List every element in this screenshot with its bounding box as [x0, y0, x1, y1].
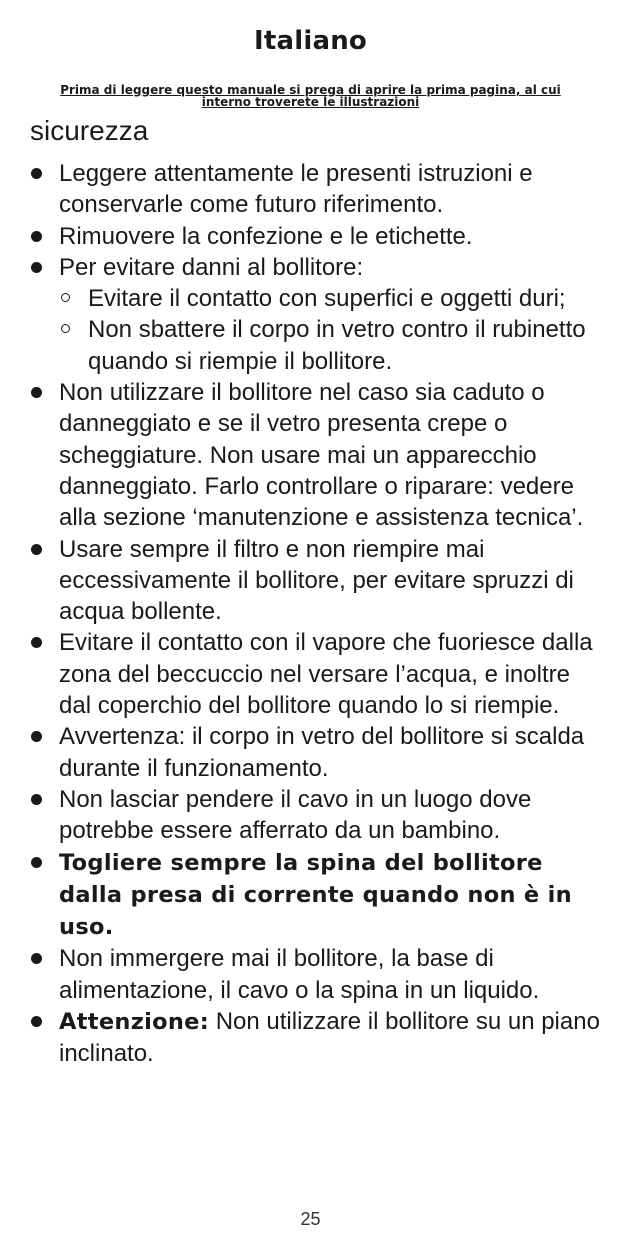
- bullet-icon: [31, 387, 42, 398]
- list-item-bold: [0, 847, 621, 944]
- bullet-icon: [31, 637, 42, 648]
- list-item-text: Usare sempre il filtro e non riempire mai eccessivamente il bollitore, per evitare spruzzi di acqua bollente.: [59, 535, 574, 626]
- section-heading: sicurezza: [30, 115, 149, 146]
- list-item: [0, 1006, 621, 1070]
- page-title: Italiano: [254, 26, 367, 56]
- bullet-icon: [31, 794, 42, 805]
- bullet-icon: [31, 262, 42, 273]
- list-item: [0, 784, 621, 847]
- list-item: [0, 943, 621, 1006]
- hollow-bullet-icon: [61, 324, 70, 333]
- sub-list: [59, 283, 601, 377]
- bullet-icon: [31, 857, 42, 868]
- sub-list-item: [59, 314, 601, 377]
- warning-label: Attenzione:: [59, 1009, 210, 1036]
- hollow-bullet-icon: [61, 293, 70, 302]
- list-item: [0, 221, 621, 252]
- manual-note: Prima di leggere questo manuale si prega di aprire la prima pagina, al cui interno troverete le illustrazioni: [60, 83, 561, 109]
- bullet-icon: [31, 1016, 42, 1027]
- list-item: [0, 627, 621, 721]
- list-item: [0, 721, 621, 784]
- safety-list: [0, 158, 621, 1070]
- list-item-text: Per evitare danni al bollitore:: [59, 253, 364, 281]
- list-item-text: Evitare il contatto con il vapore che fuoriesce dalla zona del beccuccio nel versare l’acqua, e inoltre dal coperchio del bollitore quando lo si riempie.: [59, 629, 593, 720]
- list-item: [0, 377, 621, 533]
- list-item: [0, 534, 621, 628]
- list-item-text: Non immergere mai il bollitore, la base di alimentazione, il cavo o la spina in un liquido.: [59, 945, 540, 1004]
- list-item: [0, 158, 621, 221]
- list-item-text-bold: Togliere sempre la spina del bollitore dalla presa di corrente quando non è in uso.: [59, 849, 572, 941]
- sub-list-item-text: Evitare il contatto con superfici e oggetti duri;: [88, 285, 566, 313]
- list-item: [0, 252, 621, 377]
- page-number: 25: [300, 1209, 321, 1229]
- list-item-text: Non lasciar pendere il cavo in un luogo dove potrebbe essere afferrato da un bambino.: [59, 785, 532, 845]
- list-item-text: Rimuovere la confezione e le etichette.: [59, 222, 473, 250]
- list-item-text: Non utilizzare il bollitore su un piano inclinato.: [59, 1008, 600, 1068]
- sub-list-item-text: Non sbattere il corpo in vetro contro il rubinetto quando si riempie il bollitore.: [88, 316, 586, 375]
- bullet-icon: [31, 544, 42, 555]
- list-item-text: Leggere attentamente le presenti istruzioni e conservarle come futuro riferimento.: [59, 160, 533, 219]
- sub-list-item: [59, 283, 601, 314]
- bullet-icon: [31, 231, 42, 242]
- bullet-icon: [31, 953, 42, 964]
- list-item-text: Non utilizzare il bollitore nel caso sia caduto o danneggiato e se il vetro presenta crepe o scheggiature. Non usare mai un apparecchio danneggiato. Farlo controllare o riparare: vedere alla sezione ‘manutenzione e assistenza tecnica’.: [59, 379, 584, 532]
- bullet-icon: [31, 168, 42, 179]
- bullet-icon: [31, 731, 42, 742]
- list-item-text: Avvertenza: il corpo in vetro del bollitore si scalda durante il funzionamento.: [59, 723, 585, 782]
